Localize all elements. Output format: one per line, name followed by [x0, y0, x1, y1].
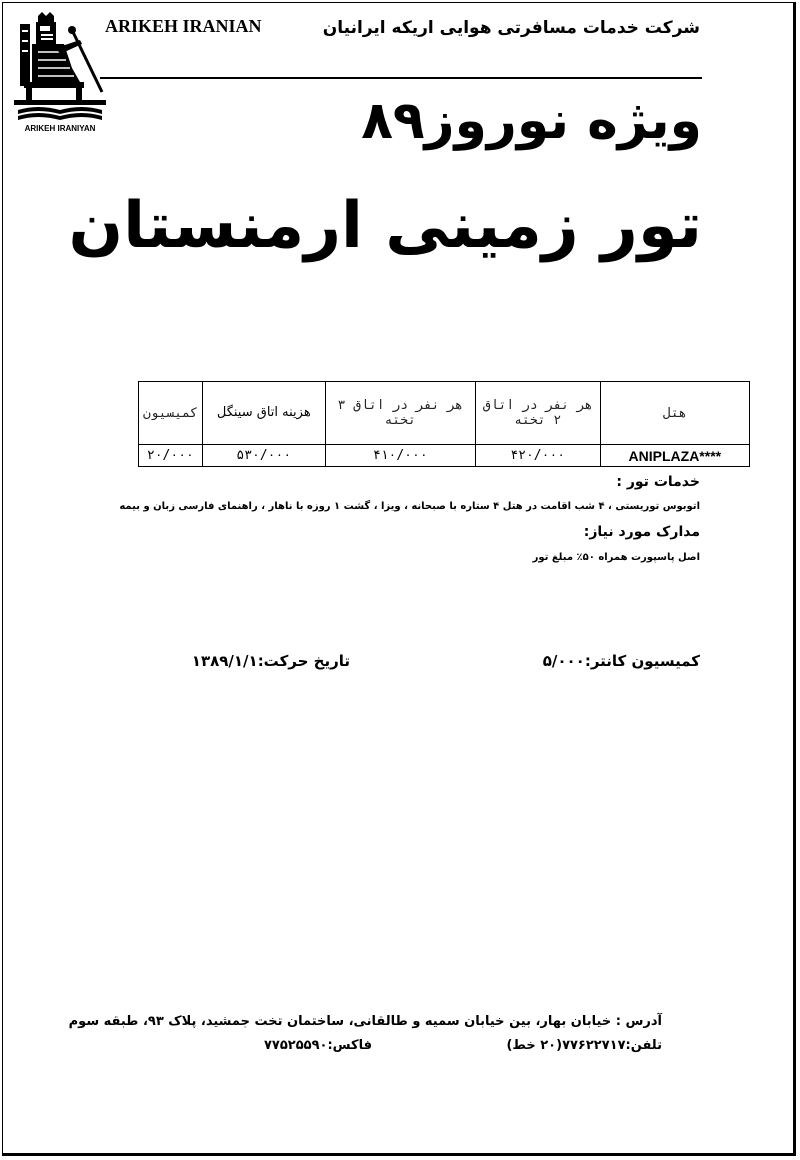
header-divider: [100, 77, 702, 79]
table-row: [139, 445, 750, 467]
documents-text: اصل پاسپورت همراه ۵۰٪ مبلغ تور: [532, 552, 700, 563]
cell-double-price: ۴۲۰/۰۰۰: [475, 445, 600, 467]
price-table: [138, 381, 750, 467]
header-single-room: هزینه اتاق سینگل: [202, 382, 325, 445]
footer-phone: تلفن:۷۷۶۲۲۷۱۷(۲۰ خط): [506, 1038, 662, 1053]
services-title: خدمات تور :: [616, 474, 700, 490]
header-hotel: هتل: [600, 382, 749, 445]
services-text: اتوبوس توریستی ، ۴ شب اقامت در هتل ۴ ستاره با صبحانه ، ویزا ، گشت ۱ روزه با ناهار ، راهنمای فارسی زبان و بیمه: [119, 501, 700, 512]
promo-title: ویژه نوروز۸۹: [361, 91, 702, 151]
logo-caption: ARIKEH IRANIYAN: [24, 124, 96, 133]
cell-single-price: ۵۳۰/۰۰۰: [202, 445, 325, 467]
header-commission: کمیسیون: [139, 382, 203, 445]
brand-name-english: ARIKEH IRANIAN: [105, 16, 262, 36]
counter-commission: کمیسیون کانتر:۵/۰۰۰: [542, 652, 700, 670]
cell-triple-price: ۴۱۰/۰۰۰: [325, 445, 475, 467]
tour-title: تور زمینی ارمنستان: [68, 189, 702, 263]
company-name-persian: شرکت خدمات مسافرتی هوایی اریکه ایرانیان: [322, 18, 700, 38]
king-on-throne-logo-icon: [10, 10, 110, 122]
page-frame: [2, 2, 796, 1156]
header-double-room: هر نفر در اتاق ۲ تخته: [475, 382, 600, 445]
cell-commission: ۲۰/۰۰۰: [139, 445, 203, 467]
footer-address: آدرس : خیابان بهار، بین خیابان سمیه و طالقانی، ساختمان تخت جمشید، پلاک ۹۳، طبقه سوم: [68, 1014, 662, 1029]
cell-hotel: ANIPLAZA****: [600, 445, 749, 467]
company-logo: [10, 10, 110, 135]
footer-fax: فاکس:۷۷۵۲۵۵۹۰: [263, 1038, 372, 1053]
table-header-row: [139, 382, 750, 445]
header-triple-room: هر نفر در اتاق ۳ تخته: [325, 382, 475, 445]
departure-date: تاریخ حرکت:۱۳۸۹/۱/۱: [191, 652, 350, 670]
documents-title: مدارک مورد نیاز:: [583, 524, 700, 540]
